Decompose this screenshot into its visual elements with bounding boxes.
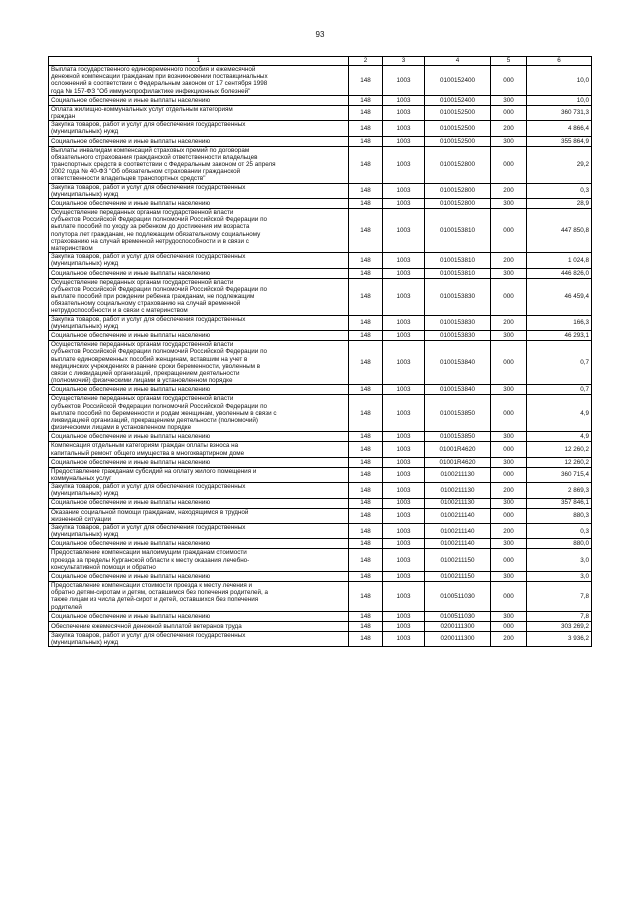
row-amount: 4,9 [527,432,592,442]
row-ministry-code: 148 [349,395,383,432]
row-amount: 0,7 [527,385,592,395]
row-description: Социальное обеспечение и иные выплаты населению [49,95,349,105]
row-description: Предоставление компенсации малоимущим гражданам стоимости проезда за пределы Курганской области к месту оказания лечебно- консультативной помощи и обратно [49,549,349,572]
row-expense-type: 200 [491,183,527,198]
row-section-code: 1003 [383,385,425,395]
row-ministry-code: 148 [349,432,383,442]
row-target-code: 0100152800 [425,199,491,209]
row-section-code: 1003 [383,631,425,646]
row-ministry-code: 148 [349,183,383,198]
row-description: Закупка товаров, работ и услуг для обеспечения государственных (муниципальных) нужд [49,183,349,198]
row-ministry-code: 148 [349,105,383,120]
row-section-code: 1003 [383,457,425,467]
row-amount: 446 826,0 [527,268,592,278]
table-row [49,199,592,209]
row-description: Социальное обеспечение и иные выплаты населению [49,331,349,341]
row-description: Закупка товаров, работ и услуг для обеспечения государственных (муниципальных) нужд [49,631,349,646]
table-row [49,315,592,330]
table-row [49,121,592,136]
row-ministry-code: 148 [349,571,383,581]
table-row [49,467,592,482]
row-section-code: 1003 [383,611,425,621]
row-expense-type: 000 [491,278,527,315]
table-row [49,432,592,442]
row-expense-type: 000 [491,467,527,482]
row-section-code: 1003 [383,315,425,330]
row-expense-type: 200 [491,315,527,330]
row-expense-type: 000 [491,442,527,457]
row-section-code: 1003 [383,442,425,457]
row-expense-type: 000 [491,621,527,631]
row-description: Закупка товаров, работ и услуг для обеспечения государственных (муниципальных) нужд [49,121,349,136]
row-amount: 10,0 [527,95,592,105]
table-row [49,209,592,253]
row-ministry-code: 148 [349,498,383,508]
row-ministry-code: 148 [349,631,383,646]
row-expense-type: 200 [491,631,527,646]
header-col-3: 3 [383,57,425,66]
row-amount: 0,3 [527,523,592,538]
row-ministry-code: 148 [349,581,383,611]
row-expense-type: 300 [491,199,527,209]
row-expense-type: 000 [491,508,527,523]
row-amount: 0,7 [527,341,592,385]
row-section-code: 1003 [383,483,425,498]
row-section-code: 1003 [383,183,425,198]
row-ministry-code: 148 [349,331,383,341]
row-expense-type: 200 [491,523,527,538]
table-row [49,539,592,549]
table-row [49,523,592,538]
row-ministry-code: 148 [349,457,383,467]
row-target-code: 01001R4620 [425,457,491,467]
row-description: Социальное обеспечение и иные выплаты населению [49,457,349,467]
row-expense-type: 300 [491,385,527,395]
row-target-code: 0100153840 [425,341,491,385]
row-amount: 7,8 [527,581,592,611]
row-target-code: 0100152500 [425,121,491,136]
row-expense-type: 000 [491,66,527,96]
row-target-code: 0100511030 [425,611,491,621]
header-col-5: 5 [491,57,527,66]
row-description: Социальное обеспечение и иные выплаты населению [49,136,349,146]
row-target-code: 01001R4620 [425,442,491,457]
table-row [49,341,592,385]
row-target-code: 0100211140 [425,523,491,538]
row-expense-type: 000 [491,209,527,253]
row-description: Социальное обеспечение и иные выплаты населению [49,498,349,508]
row-description: Осуществление переданных органам государственной власти субъектов Российской Федерации полномочий Российской Федерации по выплате пособий по уходу за ребенком до достижения им возраста полутора лет гражданам, не подлежащим обязательному социальному страхованию на случай временной нетрудоспособности и в связи с материнством [49,209,349,253]
row-amount: 28,9 [527,199,592,209]
row-section-code: 1003 [383,508,425,523]
table-row [49,621,592,631]
row-amount: 10,0 [527,66,592,96]
row-description: Закупка товаров, работ и услуг для обеспечения государственных (муниципальных) нужд [49,523,349,538]
row-section-code: 1003 [383,95,425,105]
row-amount: 4 866,4 [527,121,592,136]
table-row [49,105,592,120]
row-amount: 880,3 [527,508,592,523]
row-description: Осуществление переданных органам государственной власти субъектов Российской Федерации полномочий Российской Федерации по выплате пособий по беременности и родам женщинам, уволенным в связи с ликвидацией организаций, прекращением деятельности (полномочий) физическими лицами в установленном порядке [49,395,349,432]
row-description: Закупка товаров, работ и услуг для обеспечения государственных (муниципальных) нужд [49,253,349,268]
row-ministry-code: 148 [349,467,383,482]
row-section-code: 1003 [383,121,425,136]
row-target-code: 0100152800 [425,146,491,183]
row-description: Осуществление переданных органам государственной власти субъектов Российской Федерации полномочий Российской Федерации по выплате пособий при рождении ребенка гражданам, не подлежащим обязательному социальному страхованию на случай временной нетрудоспособности и в связи с материнством [49,278,349,315]
row-ministry-code: 148 [349,209,383,253]
row-amount: 12 260,2 [527,442,592,457]
row-section-code: 1003 [383,341,425,385]
table-row [49,95,592,105]
row-ministry-code: 148 [349,539,383,549]
row-expense-type: 200 [491,483,527,498]
row-section-code: 1003 [383,146,425,183]
row-description: Оплата жилищно-коммунальных услуг отдельным категориям граждан [49,105,349,120]
row-section-code: 1003 [383,549,425,572]
row-target-code: 0100152800 [425,183,491,198]
row-expense-type: 000 [491,105,527,120]
row-expense-type: 000 [491,341,527,385]
row-description: Социальное обеспечение и иные выплаты населению [49,268,349,278]
row-section-code: 1003 [383,268,425,278]
row-ministry-code: 148 [349,442,383,457]
table-row [49,66,592,96]
table-row [49,146,592,183]
row-description: Выплаты инвалидам компенсаций страховых премий по договорам обязательного страхования гражданской ответственности владельцев транспортных средств в соответствии с Федеральным законом от 25 апреля 2002 года № 40-ФЗ "Об обязательном страховании гражданской ответственности владельцев транспортных средств" [49,146,349,183]
table-row [49,395,592,432]
row-ministry-code: 148 [349,253,383,268]
row-expense-type: 000 [491,549,527,572]
row-target-code: 0100152400 [425,95,491,105]
table-row [49,631,592,646]
row-target-code: 0100152500 [425,136,491,146]
row-amount: 355 864,9 [527,136,592,146]
row-expense-type: 300 [491,539,527,549]
row-target-code: 0100153810 [425,268,491,278]
table-row [49,498,592,508]
table-row [49,385,592,395]
row-expense-type: 000 [491,395,527,432]
row-section-code: 1003 [383,331,425,341]
table-row [49,457,592,467]
row-ministry-code: 148 [349,621,383,631]
row-target-code: 0100211140 [425,508,491,523]
row-amount: 29,2 [527,146,592,183]
row-target-code: 0100211150 [425,549,491,572]
row-expense-type: 300 [491,136,527,146]
row-target-code: 0100152400 [425,66,491,96]
row-ministry-code: 148 [349,95,383,105]
row-expense-type: 300 [491,268,527,278]
row-ministry-code: 148 [349,121,383,136]
row-description: Социальное обеспечение и иные выплаты населению [49,199,349,209]
row-ministry-code: 148 [349,483,383,498]
table-row [49,183,592,198]
row-amount: 1 024,8 [527,253,592,268]
header-col-4: 4 [425,57,491,66]
row-description: Обеспечение ежемесячной денежной выплатой ветеранов труда [49,621,349,631]
row-ministry-code: 148 [349,549,383,572]
row-amount: 360 731,3 [527,105,592,120]
row-section-code: 1003 [383,199,425,209]
row-section-code: 1003 [383,209,425,253]
row-target-code: 0100153830 [425,278,491,315]
table-row [49,331,592,341]
row-amount: 4,9 [527,395,592,432]
budget-table [48,56,592,647]
table-row [49,483,592,498]
table-row [49,278,592,315]
row-expense-type: 200 [491,253,527,268]
row-ministry-code: 148 [349,146,383,183]
row-amount: 0,3 [527,183,592,198]
row-target-code: 0100153840 [425,385,491,395]
row-target-code: 0100211130 [425,498,491,508]
row-expense-type: 300 [491,331,527,341]
row-amount: 360 715,4 [527,467,592,482]
table-row [49,136,592,146]
row-ministry-code: 148 [349,268,383,278]
row-description: Социальное обеспечение и иные выплаты населению [49,432,349,442]
row-description: Предоставление компенсации стоимости проезда к месту лечения и обратно детям-сиротам и детям, оставшимся без попечения родителей, а также лицам из числа детей-сирот и детей, оставшихся без попечения родителей [49,581,349,611]
row-target-code: 0100211130 [425,483,491,498]
table-row [49,253,592,268]
row-ministry-code: 148 [349,199,383,209]
row-description: Социальное обеспечение и иные выплаты населению [49,611,349,621]
row-amount: 880,0 [527,539,592,549]
row-description: Выплата государственного единовременного пособия и ежемесячной денежной компенсации гражданам при возникновении поствакцинальных осложнений в соответствии с Федеральным законом от 17 сентября 1998 года № 157-ФЗ "Об иммунопрофилактике инфекционных болезней" [49,66,349,96]
row-amount: 3,0 [527,549,592,572]
row-target-code: 0100511030 [425,581,491,611]
row-section-code: 1003 [383,539,425,549]
page-number: 93 [315,30,325,39]
row-section-code: 1003 [383,136,425,146]
row-amount: 3 936,2 [527,631,592,646]
row-description: Закупка товаров, работ и услуг для обеспечения государственных (муниципальных) нужд [49,483,349,498]
row-section-code: 1003 [383,467,425,482]
header-col-6: 6 [527,57,592,66]
row-amount: 166,3 [527,315,592,330]
table-row [49,611,592,621]
table-row [49,508,592,523]
row-target-code: 0100211140 [425,539,491,549]
row-section-code: 1003 [383,105,425,120]
row-amount: 46 293,1 [527,331,592,341]
row-expense-type: 000 [491,581,527,611]
row-expense-type: 300 [491,611,527,621]
row-expense-type: 200 [491,121,527,136]
row-amount: 7,8 [527,611,592,621]
table-row [49,442,592,457]
row-section-code: 1003 [383,278,425,315]
row-description: Оказание социальной помощи гражданам, находящимся в трудной жизненной ситуации [49,508,349,523]
row-ministry-code: 148 [349,385,383,395]
row-description: Предоставление гражданам субсидий на оплату жилого помещения и коммунальных услуг [49,467,349,482]
row-description: Закупка товаров, работ и услуг для обеспечения государственных (муниципальных) нужд [49,315,349,330]
row-target-code: 0100153850 [425,395,491,432]
row-description: Социальное обеспечение и иные выплаты населению [49,539,349,549]
row-description: Осуществление переданных органам государственной власти субъектов Российской Федерации полномочий Российской Федерации по выплате единовременных пособий женщинам, вставшим на учет в медицинских учреждениях в ранние сроки беременности, уволенным в связи с ликвидацией организаций, прекращением деятельности (полномочий) физическими лицами в установленном порядке [49,341,349,385]
row-amount: 46 459,4 [527,278,592,315]
row-expense-type: 300 [491,571,527,581]
row-ministry-code: 148 [349,341,383,385]
row-target-code: 0100152500 [425,105,491,120]
table-row [49,549,592,572]
row-expense-type: 300 [491,95,527,105]
row-description: Социальное обеспечение и иные выплаты населению [49,571,349,581]
row-description: Социальное обеспечение и иные выплаты населению [49,385,349,395]
row-ministry-code: 148 [349,611,383,621]
table-row [49,581,592,611]
row-section-code: 1003 [383,571,425,581]
row-ministry-code: 148 [349,508,383,523]
row-section-code: 1003 [383,523,425,538]
row-target-code: 0100211150 [425,571,491,581]
row-section-code: 1003 [383,581,425,611]
row-section-code: 1003 [383,621,425,631]
table-header-row [49,57,592,66]
row-section-code: 1003 [383,253,425,268]
row-amount: 357 846,1 [527,498,592,508]
table-row [49,571,592,581]
row-expense-type: 300 [491,457,527,467]
row-description: Компенсация отдельным категориям граждан оплаты взноса на капитальный ремонт общего имущества в многоквартирном доме [49,442,349,457]
row-ministry-code: 148 [349,278,383,315]
row-ministry-code: 148 [349,136,383,146]
row-amount: 3,0 [527,571,592,581]
row-target-code: 0200111300 [425,621,491,631]
row-target-code: 0100153830 [425,315,491,330]
header-col-1: 1 [49,57,349,66]
row-ministry-code: 148 [349,523,383,538]
row-target-code: 0100153830 [425,331,491,341]
row-amount: 447 850,8 [527,209,592,253]
row-ministry-code: 148 [349,315,383,330]
row-target-code: 0100153810 [425,253,491,268]
row-amount: 2 869,3 [527,483,592,498]
row-amount: 12 260,2 [527,457,592,467]
row-target-code: 0100153810 [425,209,491,253]
table-row [49,268,592,278]
row-ministry-code: 148 [349,66,383,96]
row-section-code: 1003 [383,432,425,442]
row-section-code: 1003 [383,395,425,432]
header-col-2: 2 [349,57,383,66]
row-target-code: 0100153850 [425,432,491,442]
row-expense-type: 300 [491,432,527,442]
row-target-code: 0100211130 [425,467,491,482]
row-section-code: 1003 [383,498,425,508]
row-amount: 303 269,2 [527,621,592,631]
row-expense-type: 000 [491,146,527,183]
row-section-code: 1003 [383,66,425,96]
row-target-code: 0200111300 [425,631,491,646]
row-expense-type: 300 [491,498,527,508]
